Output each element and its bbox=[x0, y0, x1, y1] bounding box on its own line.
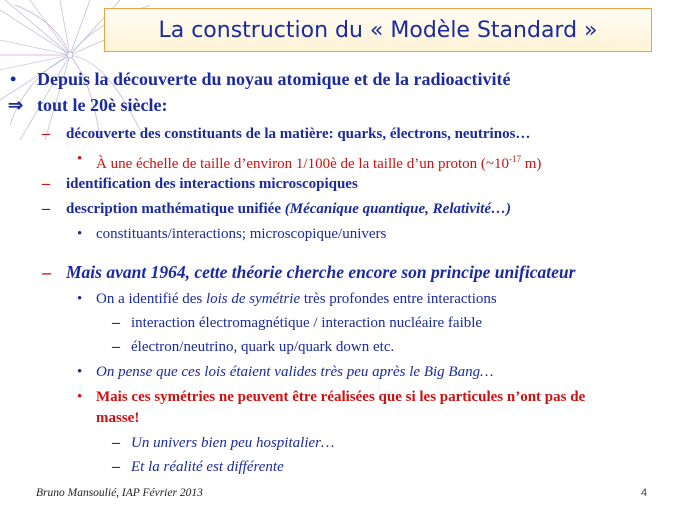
dash-4-sub-1-item-2: électron/neutrino, quark up/quark down etc. bbox=[131, 339, 395, 355]
bullet-marker: • bbox=[77, 291, 83, 307]
dash-marker: – bbox=[42, 175, 50, 192]
dash-4-sub-1: On a identifié des lois de symétrie très profondes entre interactions bbox=[96, 291, 497, 307]
dash-marker: – bbox=[112, 458, 120, 475]
footer-author: Bruno Mansoulié, IAP Février 2013 bbox=[36, 487, 203, 499]
bullet-1: Depuis la découverte du noyau atomique et de la radioactivité bbox=[37, 69, 511, 89]
dash-4-sub-3-item-1: Un univers bien peu hospitalier… bbox=[131, 435, 335, 451]
dash-4-sub-2: On pense que ces lois étaient valides très peu après le Big Bang… bbox=[96, 364, 494, 380]
dash-3-sub: constituants/interactions; microscopique/univers bbox=[96, 226, 387, 242]
bullet-marker: • bbox=[10, 69, 17, 89]
bullet-marker: • bbox=[77, 389, 83, 405]
dash-1: découverte des constituants de la matière: quarks, électrons, neutrinos… bbox=[66, 126, 531, 142]
title-box bbox=[104, 8, 652, 52]
dash-4-sub-3-line-2: masse! bbox=[96, 410, 140, 426]
dash-marker: – bbox=[112, 338, 120, 355]
bullet-2: tout le 20è siècle: bbox=[37, 95, 168, 115]
bullet-marker: • bbox=[77, 364, 83, 380]
arrow-marker: ⇒ bbox=[8, 95, 24, 115]
dash-3: description mathématique unifiée (Mécanique quantique, Relativité…) bbox=[66, 201, 511, 217]
dash-4-sub-1-item-1: interaction électromagnétique / interaction nucléaire faible bbox=[131, 315, 483, 331]
dash-marker: – bbox=[42, 262, 51, 282]
dash-4: Mais avant 1964, cette théorie cherche encore son principe unificateur bbox=[66, 262, 576, 282]
page-number: 4 bbox=[641, 487, 648, 499]
dash-marker: – bbox=[42, 125, 50, 142]
dash-1-sub: À une échelle de taille d’environ 1/100è de la taille d’un proton ($\sim 10^{-17}$ m) bbox=[96, 154, 542, 172]
dash-2: identification des interactions microscopiques bbox=[66, 176, 358, 192]
dash-4-sub-3-item-2: Et la réalité est différente bbox=[131, 459, 284, 475]
dash-4-sub-3-line-1: Mais ces symétries ne peuvent être réalisées que si les particules n’ont pas de bbox=[96, 389, 586, 405]
dash-marker: – bbox=[112, 314, 120, 331]
bullet-marker: • bbox=[77, 151, 83, 167]
dash-marker: – bbox=[42, 200, 50, 217]
slide-title: La construction du « Modèle Standard » bbox=[158, 17, 598, 43]
dash-marker: – bbox=[112, 434, 120, 451]
bullet-marker: • bbox=[77, 226, 83, 242]
